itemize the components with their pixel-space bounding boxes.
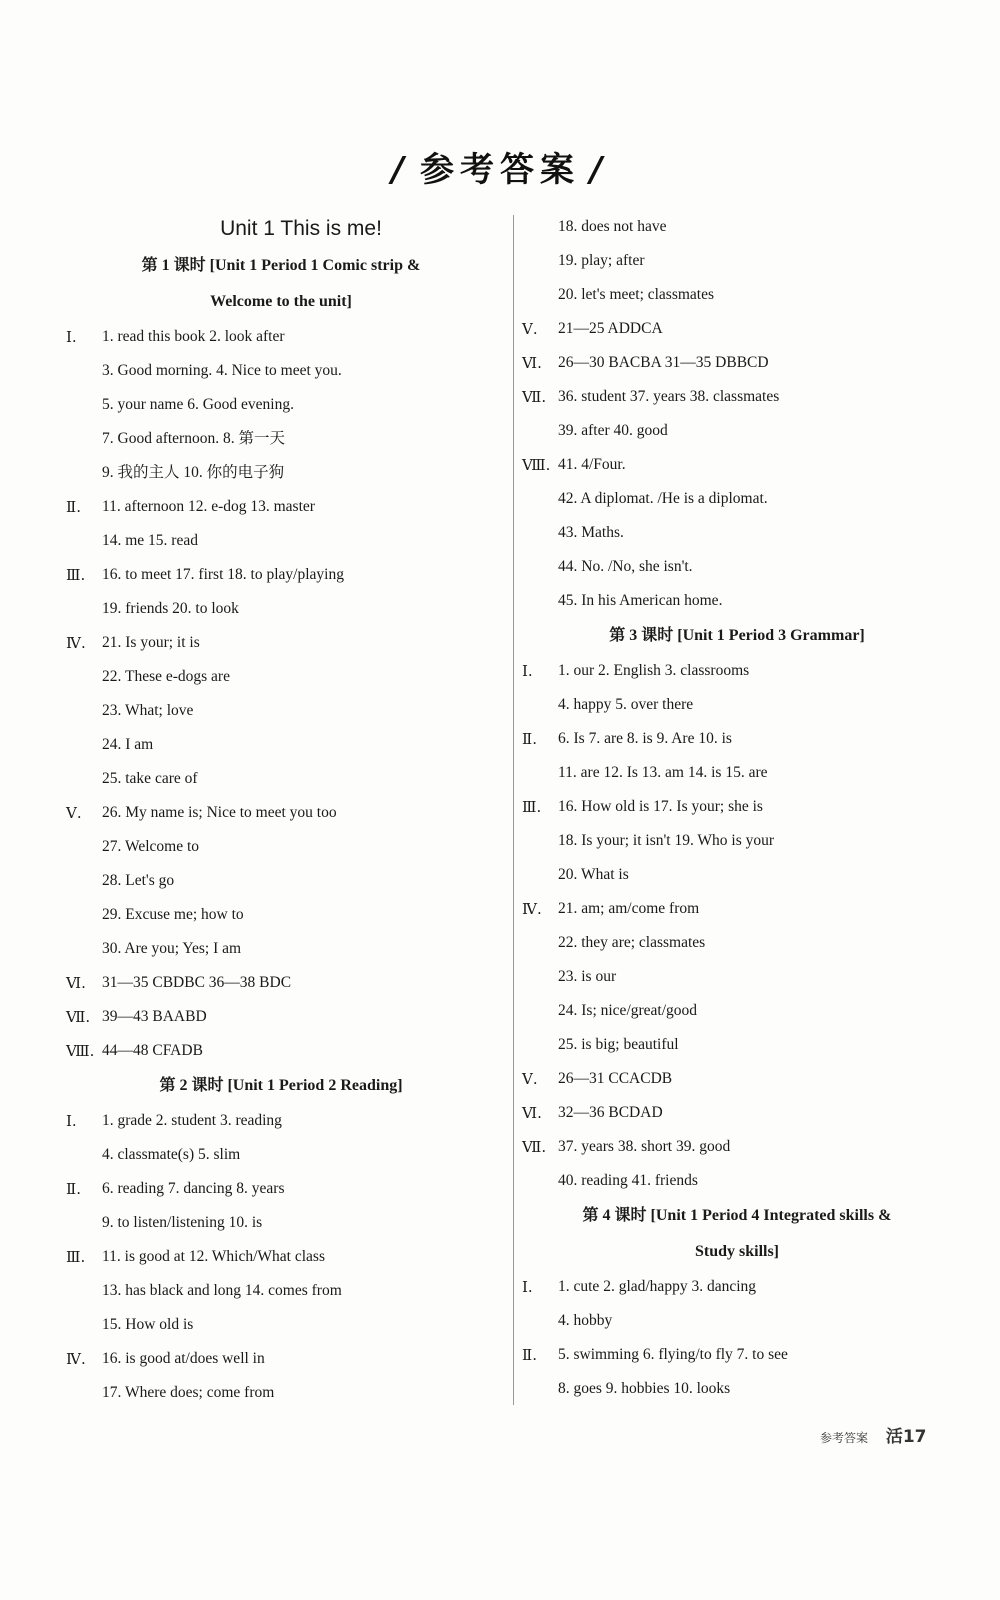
answer-text: 27. Welcome to — [102, 838, 200, 855]
answer-text: 6. Is 7. are 8. is 9. Are 10. is — [558, 730, 732, 747]
answer-text: 11. is good at 12. Which/What class — [102, 1248, 325, 1265]
answer-list — [66, 320, 496, 1068]
answer-text: 39. after 40. good — [558, 422, 668, 439]
answer-row — [66, 320, 496, 354]
answer-text: 20. let's meet; classmates — [558, 286, 715, 303]
answer-row — [66, 1376, 496, 1410]
answer-row — [522, 482, 952, 516]
answer-row — [522, 1130, 952, 1164]
answer-text: 45. In his American home. — [558, 592, 723, 609]
answer-text: 21. am; am/come from — [558, 900, 700, 917]
answer-text: 32—36 BCDAD — [558, 1104, 663, 1121]
answer-text: 19. play; after — [558, 252, 645, 269]
answer-text: 30. Are you; Yes; I am — [102, 940, 242, 957]
answer-text: 41. 4/Four. — [558, 456, 626, 473]
answer-row — [66, 1206, 496, 1240]
period-heading: 第 4 课时 [Unit 1 Period 4 Integrated skills & Study skills] — [582, 1207, 892, 1260]
section-numeral: Ⅶ. — [522, 1138, 547, 1156]
answer-row — [66, 694, 496, 728]
right-column — [522, 210, 952, 1406]
answer-row — [522, 688, 952, 722]
answer-row — [522, 1096, 952, 1130]
answer-row — [522, 584, 952, 618]
answer-row — [522, 824, 952, 858]
answer-text: 1. read this book 2. look after — [102, 328, 285, 345]
answer-text: 1. grade 2. student 3. reading — [102, 1112, 282, 1129]
answer-row — [522, 858, 952, 892]
answer-row — [522, 1062, 952, 1096]
answer-row — [66, 1308, 496, 1342]
answer-text: 17. Where does; come from — [102, 1384, 275, 1401]
section-numeral: Ⅴ. — [522, 320, 538, 338]
answer-row — [66, 728, 496, 762]
answer-row — [66, 1104, 496, 1138]
answer-list — [522, 1270, 952, 1406]
answer-text: 8. goes 9. hobbies 10. looks — [558, 1380, 731, 1397]
answer-text: 44—48 CFADB — [102, 1042, 203, 1059]
section-numeral: Ⅱ. — [66, 1180, 81, 1198]
answer-text: 28. Let's go — [102, 872, 175, 889]
answer-text: 37. years 38. short 39. good — [558, 1138, 731, 1155]
answer-text: 1. our 2. English 3. classrooms — [558, 662, 750, 679]
answer-text: 5. your name 6. Good evening. — [102, 396, 294, 413]
section-numeral: Ⅲ. — [66, 566, 86, 584]
column-divider — [513, 215, 514, 1405]
answer-row — [522, 380, 952, 414]
page-number: 活17 — [885, 1427, 927, 1447]
section-numeral: Ⅰ. — [66, 328, 77, 346]
answer-text: 9. to listen/listening 10. is — [102, 1214, 263, 1231]
answer-text: 43. Maths. — [558, 524, 624, 541]
section-numeral: Ⅵ. — [522, 354, 542, 372]
section-numeral: Ⅴ. — [66, 804, 82, 822]
section-numeral: Ⅷ. — [522, 456, 551, 474]
answer-row — [522, 994, 952, 1028]
section-numeral: Ⅲ. — [66, 1248, 86, 1266]
section-numeral: Ⅰ. — [522, 662, 533, 680]
answer-text: 24. I am — [102, 736, 154, 753]
answer-text: 18. Is your; it isn't 19. Who is your — [558, 832, 775, 849]
answer-row — [522, 346, 952, 380]
answer-row — [522, 516, 952, 550]
section-numeral: Ⅱ. — [522, 1346, 537, 1364]
answer-text: 26—30 BACBA 31—35 DBBCD — [558, 354, 769, 371]
section-numeral: Ⅶ. — [522, 388, 547, 406]
answer-row — [66, 354, 496, 388]
section-numeral: Ⅶ. — [66, 1008, 91, 1026]
answer-row — [522, 654, 952, 688]
answer-row — [522, 312, 952, 346]
answer-row — [66, 1172, 496, 1206]
answer-row — [66, 660, 496, 694]
answer-text: 22. These e-dogs are — [102, 668, 230, 685]
answer-text: 1. cute 2. glad/happy 3. dancing — [558, 1278, 757, 1295]
answer-text: 23. is our — [558, 968, 617, 985]
answer-text: 14. me 15. read — [102, 532, 198, 549]
answer-text: 22. they are; classmates — [558, 934, 706, 951]
answer-text: 25. is big; beautiful — [558, 1036, 679, 1053]
answer-row — [66, 864, 496, 898]
period-heading: 第 2 课时 [Unit 1 Period 2 Reading] — [159, 1077, 403, 1094]
page-title: / 参考答案 / — [391, 150, 609, 190]
answer-text: 4. hobby — [558, 1312, 613, 1329]
answer-row — [66, 830, 496, 864]
answer-text: 42. A diplomat. /He is a diplomat. — [558, 490, 768, 507]
answer-row — [522, 756, 952, 790]
answer-text: 26—31 CCACDB — [558, 1070, 673, 1087]
answer-row — [522, 414, 952, 448]
section-numeral: Ⅷ. — [66, 1042, 95, 1060]
answer-text: 13. has black and long 14. comes from — [102, 1282, 342, 1299]
answer-text: 44. No. /No, she isn't. — [558, 558, 693, 575]
answer-text: 16. to meet 17. first 18. to play/playing — [102, 566, 344, 583]
answer-text: 19. friends 20. to look — [102, 600, 239, 617]
answer-text: 23. What; love — [102, 702, 194, 719]
answer-text: 6. reading 7. dancing 8. years — [102, 1180, 285, 1197]
answer-row — [66, 1138, 496, 1172]
section-numeral: Ⅰ. — [66, 1112, 77, 1130]
answer-row — [522, 1304, 952, 1338]
answer-text: 11. are 12. Is 13. am 14. is 15. are — [558, 764, 768, 781]
answer-row — [66, 796, 496, 830]
answer-list — [66, 1104, 496, 1410]
answer-text: 40. reading 41. friends — [558, 1172, 698, 1189]
answer-text: 4. classmate(s) 5. slim — [102, 1146, 241, 1163]
answer-list — [522, 654, 952, 1198]
page-footer — [820, 1422, 927, 1447]
answer-row — [66, 1034, 496, 1068]
answer-text: 7. Good afternoon. 8. 第一天 — [102, 430, 285, 447]
answer-text: 9. 我的主人 10. 你的电子狗 — [102, 464, 285, 481]
answer-text: 15. How old is — [102, 1316, 194, 1333]
answer-row — [66, 1000, 496, 1034]
answer-text: 21—25 ADDCA — [558, 320, 663, 337]
left-column — [66, 210, 496, 1410]
footer-label: 参考答案 — [820, 1431, 869, 1445]
answer-list — [522, 210, 952, 618]
answer-row — [66, 524, 496, 558]
answer-row — [522, 960, 952, 994]
answer-text: 16. is good at/does well in — [102, 1350, 265, 1367]
answer-text: 24. Is; nice/great/good — [558, 1002, 698, 1019]
answer-text: 16. How old is 17. Is your; she is — [558, 798, 763, 815]
section-numeral: Ⅰ. — [522, 1278, 533, 1296]
answer-row — [522, 926, 952, 960]
period-heading: 第 3 课时 [Unit 1 Period 3 Grammar] — [609, 627, 865, 644]
answer-row — [66, 490, 496, 524]
answer-row — [522, 1164, 952, 1198]
answer-row — [522, 790, 952, 824]
answer-text: 3. Good morning. 4. Nice to meet you. — [102, 362, 342, 379]
answer-row — [522, 1270, 952, 1304]
answer-text: 11. afternoon 12. e-dog 13. master — [102, 498, 315, 515]
answer-row — [522, 1338, 952, 1372]
answer-row — [66, 456, 496, 490]
answer-text: 25. take care of — [102, 770, 198, 787]
section-numeral: Ⅲ. — [522, 798, 542, 816]
section-numeral: Ⅵ. — [522, 1104, 542, 1122]
answer-row — [522, 244, 952, 278]
answer-row — [66, 558, 496, 592]
answer-row — [522, 1372, 952, 1406]
answer-row — [66, 932, 496, 966]
section-numeral: Ⅳ. — [66, 1350, 86, 1368]
answer-row — [522, 550, 952, 584]
answer-text: 36. student 37. years 38. classmates — [558, 388, 780, 405]
answer-row — [66, 388, 496, 422]
answer-text: 5. swimming 6. flying/to fly 7. to see — [558, 1346, 788, 1363]
section-numeral: Ⅵ. — [66, 974, 86, 992]
answer-text: 4. happy 5. over there — [558, 696, 694, 713]
answer-text: 39—43 BAABD — [102, 1008, 207, 1025]
answer-row — [522, 722, 952, 756]
answer-text: 26. My name is; Nice to meet you too — [102, 804, 337, 821]
answer-row — [66, 626, 496, 660]
section-numeral: Ⅳ. — [522, 900, 542, 918]
answer-row — [522, 278, 952, 312]
answer-row — [66, 592, 496, 626]
period-heading: 第 1 课时 [Unit 1 Period 1 Comic strip & Welcome to the unit] — [141, 257, 421, 310]
answer-row — [66, 1240, 496, 1274]
section-numeral: Ⅳ. — [66, 634, 86, 652]
answer-row — [66, 966, 496, 1000]
answer-row — [66, 422, 496, 456]
answer-row — [522, 1028, 952, 1062]
answer-row — [66, 762, 496, 796]
answer-text: 21. Is your; it is — [102, 634, 200, 651]
answer-text: 18. does not have — [558, 218, 667, 235]
answer-row — [66, 1274, 496, 1308]
section-numeral: Ⅱ. — [522, 730, 537, 748]
answer-text: 20. What is — [558, 866, 629, 883]
answer-row — [522, 892, 952, 926]
answer-row — [522, 210, 952, 244]
answer-row — [66, 1342, 496, 1376]
answer-text: 31—35 CBDBC 36—38 BDC — [102, 974, 292, 991]
answer-row — [66, 898, 496, 932]
unit-title: Unit 1 This is me! — [220, 217, 382, 240]
section-numeral: Ⅴ. — [522, 1070, 538, 1088]
section-numeral: Ⅱ. — [66, 498, 81, 516]
answer-text: 29. Excuse me; how to — [102, 906, 244, 923]
answer-row — [522, 448, 952, 482]
